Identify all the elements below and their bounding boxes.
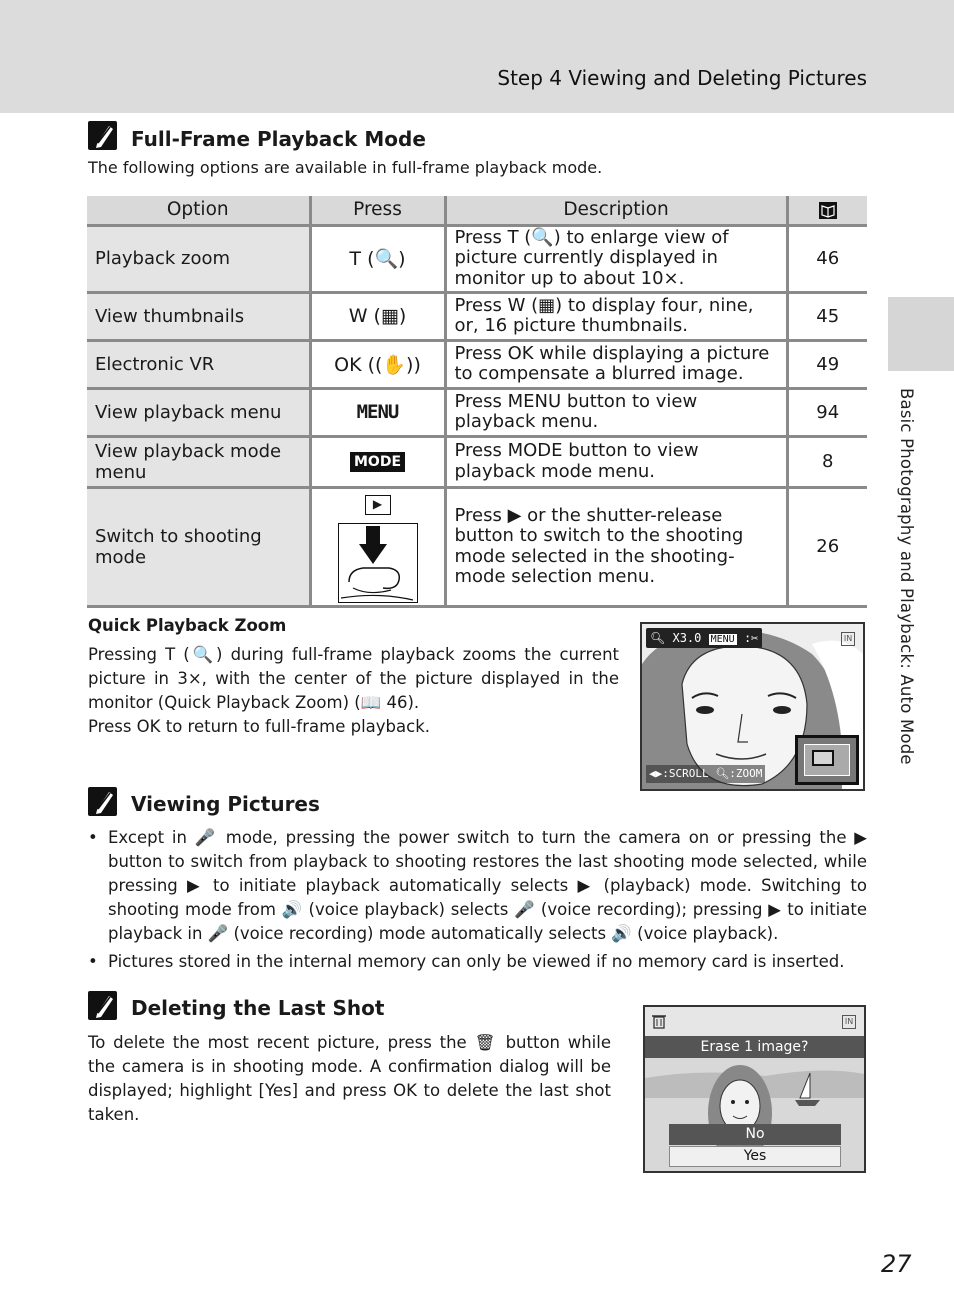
quick-zoom-paragraph: Pressing T (🔍) during full-frame playback zooms the current picture in 3×, with the center of the picture displayed in the monitor (Quick Playback Zoom) (📖 46). [88,645,619,712]
description-cell: Press MENU button to view playback menu. [445,388,787,436]
quick-zoom-paragraph: Press OK to return to full-frame playback. [88,717,430,736]
column-header-description: Description [445,196,787,225]
option-no[interactable] [669,1124,841,1145]
header-band [0,0,954,113]
list-item: • Pictures stored in the internal memory can only be viewed if no memory card is inserted. [88,950,867,974]
table-row [87,388,867,436]
menu-label: MENU [710,634,735,645]
note-pencil-icon [88,121,117,150]
description-cell: Press OK while displaying a picture to compensate a blurred image. [445,340,787,388]
column-header-page [787,196,867,225]
option-cell: Switch to shooting mode [87,487,310,606]
internal-memory-icon: IN [841,632,855,646]
option-yes-label: Yes [743,1148,767,1164]
scroll-hint-label: :SCROLL [662,767,709,780]
section-title-viewing-pictures: Viewing Pictures [131,792,320,816]
section-title-deleting-last-shot: Deleting the Last Shot [131,996,385,1020]
page-number: 27 [881,1250,912,1278]
table-row [87,487,867,606]
note-pencil-icon [88,991,117,1020]
erase-confirm-screen-illustration [643,1005,866,1173]
deleting-text: To delete the most recent picture, press the 🗑 button while the camera is in shooting mode. A confirmation dialog will be displayed; highlight [Yes] and press OK to delete the last shot taken. [88,1033,611,1124]
zoom-status-bar [646,628,762,648]
page-header-title: Step 4 Viewing and Deleting Pictures [497,66,867,90]
column-header-press: Press [310,196,445,225]
magnifier-icon: 🔍︎ [650,631,666,645]
press-cell [310,487,445,606]
quick-zoom-screen-illustration [640,622,865,791]
press-cell: W (▦) [310,292,445,340]
magnifier-icon: 🔍︎ [715,767,730,780]
page-ref-cell: 8 [787,436,867,487]
zoom-level-label: X3.0 [672,631,702,645]
press-cell: OK ((✋)) [310,340,445,388]
reference-book-icon [819,202,837,219]
scroll-arrows-icon: ◀▶ [649,767,663,780]
description-cell: Press MODE button to view playback mode menu. [445,436,787,487]
option-cell: View playback menu [87,388,310,436]
shutter-release-icon [338,523,418,603]
page-ref-cell: 49 [787,340,867,388]
note-pencil-icon [88,787,117,816]
description-cell: Press ▶ or the shutter-release button to switch to the shooting mode selected in the shooting-mode selection menu. [445,487,787,606]
trash-icon [651,1013,667,1029]
quick-zoom-text [88,643,619,739]
option-cell: Playback zoom [87,225,310,292]
option-cell: Electronic VR [87,340,310,388]
playback-options-table [87,196,867,608]
zoom-position-navigator [795,735,859,785]
page-ref-cell: 46 [787,225,867,292]
column-header-option: Option [87,196,310,225]
section-intro: The following options are available in full-frame playback mode. [88,158,603,177]
description-cell: Press T (🔍) to enlarge view of picture currently displayed in monitor up to about 10×. [445,225,787,292]
list-item: • Except in 🎤 mode, pressing the power switch to turn the camera on or pressing the ▶ button to switch from playback to shooting restores the last shooting mode selected, while pressing ▶ to initiate playback automatically selects ▶ (playback) mode. Switching to shooting mode from 🔊 (voice playback) selects 🎤 (voice recording); pressing ▶ to initiate playback in 🎤 (voice recording) mode automatically selects 🔊 (voice playback). [88,826,867,946]
playback-button-glyph: ▶ [365,495,391,515]
mode-button-glyph: MODE [350,452,405,472]
press-cell: T (🔍) [310,225,445,292]
table-row [87,340,867,388]
zoom-hint-label: :ZOOM [729,767,763,780]
page-ref-cell: 26 [787,487,867,606]
erase-prompt-bar [645,1036,864,1058]
table-row [87,225,867,292]
option-yes[interactable] [669,1146,841,1167]
section-title-full-frame: Full-Frame Playback Mode [131,127,426,151]
press-cell: MENU [310,388,445,436]
press-cell [310,436,445,487]
table-row [87,292,867,340]
viewing-notes-list [88,826,867,978]
description-cell: Press W (▦) to display four, nine, or, 16 picture thumbnails. [445,292,787,340]
chapter-tab-label: Basic Photography and Playback: Auto Mode [897,388,916,765]
page-ref-cell: 94 [787,388,867,436]
subsection-title-quick-zoom: Quick Playback Zoom [88,616,287,635]
option-no-label: No [745,1126,765,1142]
erase-prompt-text: Erase 1 image? [700,1039,809,1055]
page-ref-cell: 45 [787,292,867,340]
table-header-row [87,196,867,225]
option-cell: View thumbnails [87,292,310,340]
internal-memory-icon: IN [842,1015,856,1029]
zoom-nav-hints [646,765,765,783]
chapter-tab [888,297,954,371]
table-row [87,436,867,487]
crop-scissors-icon: :✂ [743,631,759,645]
option-cell: View playback mode menu [87,436,310,487]
